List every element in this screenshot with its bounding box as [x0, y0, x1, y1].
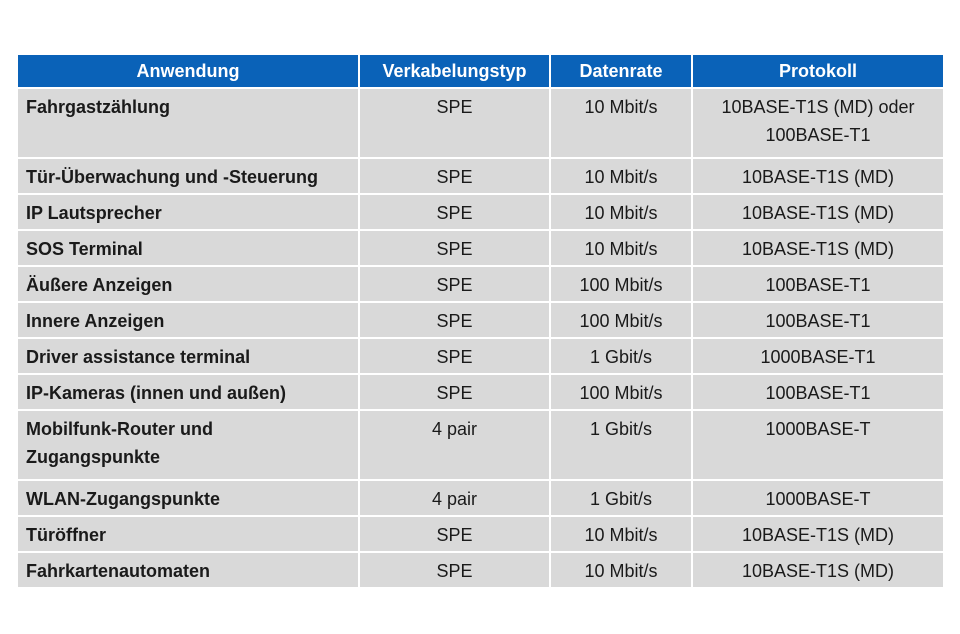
cell-protokoll: 10BASE-T1S (MD): [692, 230, 943, 266]
cell-datenrate: 1 Gbit/s: [550, 338, 692, 374]
cell-datenrate: 10 Mbit/s: [550, 88, 692, 158]
cell-verkabelungstyp: SPE: [359, 338, 550, 374]
cell-verkabelungstyp: 4 pair: [359, 410, 550, 480]
cell-anwendung: Tür-Überwachung und -Steuerung: [18, 158, 359, 194]
cell-verkabelungstyp: SPE: [359, 552, 550, 588]
cell-protokoll: 100BASE-T1: [692, 302, 943, 338]
table-row: [18, 266, 943, 302]
cell-anwendung: Driver assistance terminal: [18, 338, 359, 374]
cell-anwendung: IP-Kameras (innen und außen): [18, 374, 359, 410]
header-anwendung: Anwendung: [18, 55, 359, 88]
cell-protokoll: 10BASE-T1S (MD): [692, 158, 943, 194]
cell-protokoll: 1000BASE-T: [692, 410, 943, 480]
table-row: [18, 230, 943, 266]
table-row: [18, 480, 943, 516]
cell-verkabelungstyp: SPE: [359, 230, 550, 266]
cell-anwendung: IP Lautsprecher: [18, 194, 359, 230]
table-row: [18, 194, 943, 230]
cell-datenrate: 10 Mbit/s: [550, 194, 692, 230]
cell-protokoll: 10BASE-T1S (MD): [692, 516, 943, 552]
table-row: [18, 302, 943, 338]
cell-anwendung: Äußere Anzeigen: [18, 266, 359, 302]
cell-datenrate: 10 Mbit/s: [550, 230, 692, 266]
header-verkabelungstyp: Verkabelungstyp: [359, 55, 550, 88]
table-row: [18, 410, 943, 480]
cell-datenrate: 10 Mbit/s: [550, 516, 692, 552]
cell-datenrate: 100 Mbit/s: [550, 302, 692, 338]
cell-verkabelungstyp: SPE: [359, 516, 550, 552]
table-row: [18, 158, 943, 194]
table-row: [18, 374, 943, 410]
cell-verkabelungstyp: SPE: [359, 374, 550, 410]
cell-protokoll: 10BASE-T1S (MD): [692, 194, 943, 230]
cell-verkabelungstyp: SPE: [359, 266, 550, 302]
table-header-row: [18, 55, 943, 88]
cell-anwendung: SOS Terminal: [18, 230, 359, 266]
cell-verkabelungstyp: SPE: [359, 194, 550, 230]
cell-datenrate: 100 Mbit/s: [550, 266, 692, 302]
cell-verkabelungstyp: SPE: [359, 88, 550, 158]
network-table-container: [18, 55, 943, 589]
header-protokoll: Protokoll: [692, 55, 943, 88]
cell-protokoll: 10BASE-T1S (MD) oder 100BASE-T1: [692, 88, 943, 158]
cell-protokoll: 100BASE-T1: [692, 374, 943, 410]
cell-anwendung: Fahrgastzählung: [18, 88, 359, 158]
cell-protokoll: 1000BASE-T: [692, 480, 943, 516]
cell-anwendung: Türöffner: [18, 516, 359, 552]
cell-datenrate: 100 Mbit/s: [550, 374, 692, 410]
cell-anwendung: Mobilfunk-Router und Zugangspunkte: [18, 410, 359, 480]
cell-anwendung: WLAN-Zugangspunkte: [18, 480, 359, 516]
cell-verkabelungstyp: SPE: [359, 302, 550, 338]
table-row: [18, 516, 943, 552]
cell-verkabelungstyp: 4 pair: [359, 480, 550, 516]
cell-anwendung: Fahrkartenautomaten: [18, 552, 359, 588]
table-row: [18, 552, 943, 588]
header-datenrate: Datenrate: [550, 55, 692, 88]
cell-anwendung: Innere Anzeigen: [18, 302, 359, 338]
cell-protokoll: 100BASE-T1: [692, 266, 943, 302]
cell-datenrate: 10 Mbit/s: [550, 158, 692, 194]
cell-datenrate: 1 Gbit/s: [550, 480, 692, 516]
cell-protokoll: 1000BASE-T1: [692, 338, 943, 374]
network-table: [18, 55, 943, 589]
table-row: [18, 338, 943, 374]
cell-protokoll: 10BASE-T1S (MD): [692, 552, 943, 588]
cell-datenrate: 10 Mbit/s: [550, 552, 692, 588]
cell-verkabelungstyp: SPE: [359, 158, 550, 194]
cell-datenrate: 1 Gbit/s: [550, 410, 692, 480]
table-row: [18, 88, 943, 158]
